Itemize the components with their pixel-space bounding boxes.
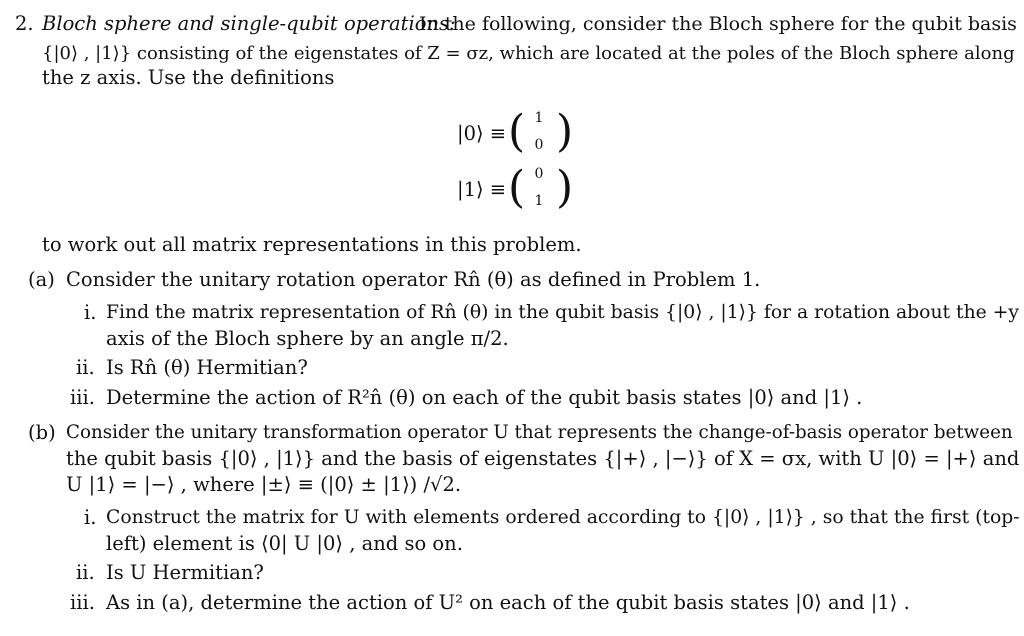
part-b-line1: Consider the unitary transformation operator U that represents the change-of-basis operator between	[66, 422, 1013, 443]
definition-lhs: |1⟩ ≡	[457, 178, 507, 201]
part-b-item-ii-label: ii.	[76, 561, 95, 584]
part-a-item-ii-label: ii.	[76, 356, 95, 379]
part-b-item-iii-label: iii.	[70, 591, 95, 614]
problem-number: 2.	[15, 12, 34, 35]
right-paren-icon: )	[556, 162, 574, 213]
matrix-entry-top: 1	[534, 110, 544, 126]
part-a-item-iii-line1: Determine the action of R²n̂ (θ) on each of the qubit basis states |0⟩ and |1⟩ .	[106, 386, 863, 409]
problem-title: Bloch sphere and single-qubit operations:	[42, 12, 456, 35]
part-b-line3: U |1⟩ = |−⟩ , where |±⟩ ≡ (|0⟩ ± |1⟩) /√2.	[66, 473, 462, 496]
after-definitions-text: to work out all matrix representations in this problem.	[42, 233, 582, 256]
part-b-item-i-label: i.	[84, 506, 97, 529]
matrix-entry-top: 0	[534, 166, 544, 182]
part-b-item-i-line2: left) element is ⟨0| U |0⟩ , and so on.	[106, 532, 463, 555]
part-a-item-i-line1: Find the matrix representation of Rn̂ (θ) in the qubit basis {|0⟩ , |1⟩} for a rotation about the +y	[106, 302, 1020, 323]
part-a-item-ii-line1: Is Rn̂ (θ) Hermitian?	[106, 356, 308, 379]
problem-intro-rest: In the following, consider the Bloch sphere for the qubit basis	[419, 13, 1017, 35]
part-a-text: Consider the unitary rotation operator Rn̂ (θ) as defined in Problem 1.	[66, 268, 761, 291]
definition-lhs: |0⟩ ≡	[457, 122, 507, 145]
part-b-item-iii-line1: As in (a), determine the action of U² on each of the qubit basis states |0⟩ and |1⟩ .	[106, 591, 910, 614]
part-a-item-iii-label: iii.	[70, 386, 95, 409]
matrix-entry-bottom: 1	[534, 193, 544, 209]
part-a-item-i-line2: axis of the Bloch sphere by an angle π/2.	[106, 327, 509, 350]
problem-intro-line3: the z axis. Use the definitions	[42, 66, 335, 89]
right-paren-icon: )	[556, 106, 574, 157]
left-paren-icon: (	[508, 162, 526, 213]
left-paren-icon: (	[508, 106, 526, 157]
part-a-label: (a)	[28, 268, 55, 291]
part-a-item-i-label: i.	[84, 301, 97, 324]
part-b-item-ii-line1: Is U Hermitian?	[106, 561, 264, 584]
matrix-entry-bottom: 0	[534, 137, 544, 153]
part-b-line2: the qubit basis {|0⟩ , |1⟩} and the basis of eigenstates {|+⟩ , |−⟩} of X = σx, with U |0⟩ = |+⟩ and	[66, 447, 1020, 470]
problem-intro-line2: {|0⟩ , |1⟩} consisting of the eigenstates of Z = σz, which are located at the poles of the Bloch sphere along	[42, 43, 1015, 64]
part-b-item-i-line1: Construct the matrix for U with elements ordered according to {|0⟩ , |1⟩} , so that the first (top-	[106, 507, 1020, 528]
part-b-label: (b)	[28, 421, 56, 444]
